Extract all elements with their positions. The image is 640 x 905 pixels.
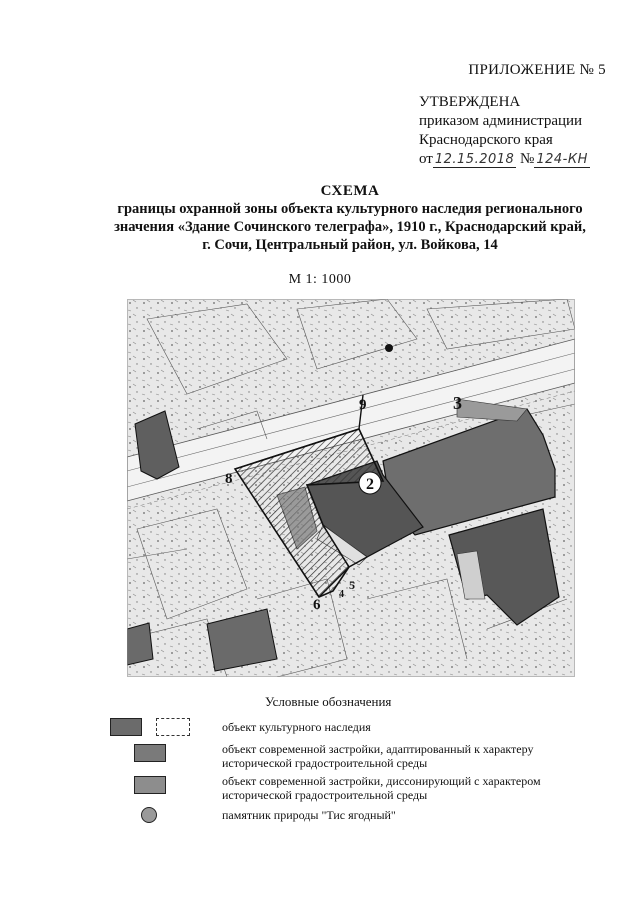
building-southwest-edge — [127, 623, 153, 665]
document-title — [70, 182, 630, 254]
legend-swatch-natural-monument — [141, 807, 157, 823]
map-label-9: 9 — [359, 397, 367, 413]
appendix-label: ПРИЛОЖЕНИЕ № 5 — [468, 62, 606, 78]
legend-item-adapted-line-1: объект современной застройки, адаптированный к характеру — [222, 742, 534, 756]
legend-item-dissonant-line-1: объект современной застройки, диссонирующий с характером — [222, 774, 541, 788]
title-line-3: г. Сочи, Центральный район, ул. Войкова, 14 — [202, 237, 498, 253]
legend-item-natural-monument: памятник природы "Тис ягодный" — [222, 808, 396, 822]
map-scale: М 1: 1000 — [288, 272, 352, 287]
legend-swatch-heritage-filled — [110, 718, 142, 736]
date-value: 12.15.2018 — [434, 152, 515, 167]
legend-item-adapted — [222, 742, 533, 770]
legend-item-heritage: объект культурного наследия — [222, 720, 371, 734]
order-line-1: приказом администрации — [419, 113, 583, 129]
approved-label: УТВЕРЖДЕНА — [419, 94, 521, 110]
legend-swatch-adapted — [134, 744, 166, 762]
number-value: 124-КН — [536, 152, 588, 167]
site-map — [127, 299, 575, 677]
map-label-2: 2 — [366, 476, 374, 493]
legend-title: Условные обозначения — [265, 694, 392, 709]
natural-monument-marker — [385, 344, 393, 352]
approval-block — [419, 93, 590, 169]
map-label-3: 3 — [453, 393, 462, 413]
order-line-2: Краснодарского края — [419, 132, 553, 148]
legend-item-dissonant — [222, 774, 541, 802]
map-label-6: 6 — [313, 597, 321, 613]
title-line-2: значения «Здание Сочинского телеграфа», 1910 г., Краснодарский край, — [114, 219, 586, 235]
order-date-number — [419, 150, 590, 169]
legend-swatch-heritage-outline — [156, 718, 190, 736]
map-label-8: 8 — [225, 471, 233, 487]
map-label-4: 4 — [339, 589, 344, 600]
date-prefix: от — [419, 151, 433, 167]
title-heading: СХЕМА — [320, 183, 380, 199]
legend-item-adapted-line-2: исторической градостроительной среды — [222, 756, 428, 770]
legend-swatch-dissonant — [134, 776, 166, 794]
legend-item-dissonant-line-2: исторической градостроительной среды — [222, 788, 428, 802]
number-prefix: № — [520, 151, 535, 167]
map-label-5: 5 — [349, 578, 355, 592]
title-line-1: границы охранной зоны объекта культурного наследия регионального — [117, 201, 583, 217]
